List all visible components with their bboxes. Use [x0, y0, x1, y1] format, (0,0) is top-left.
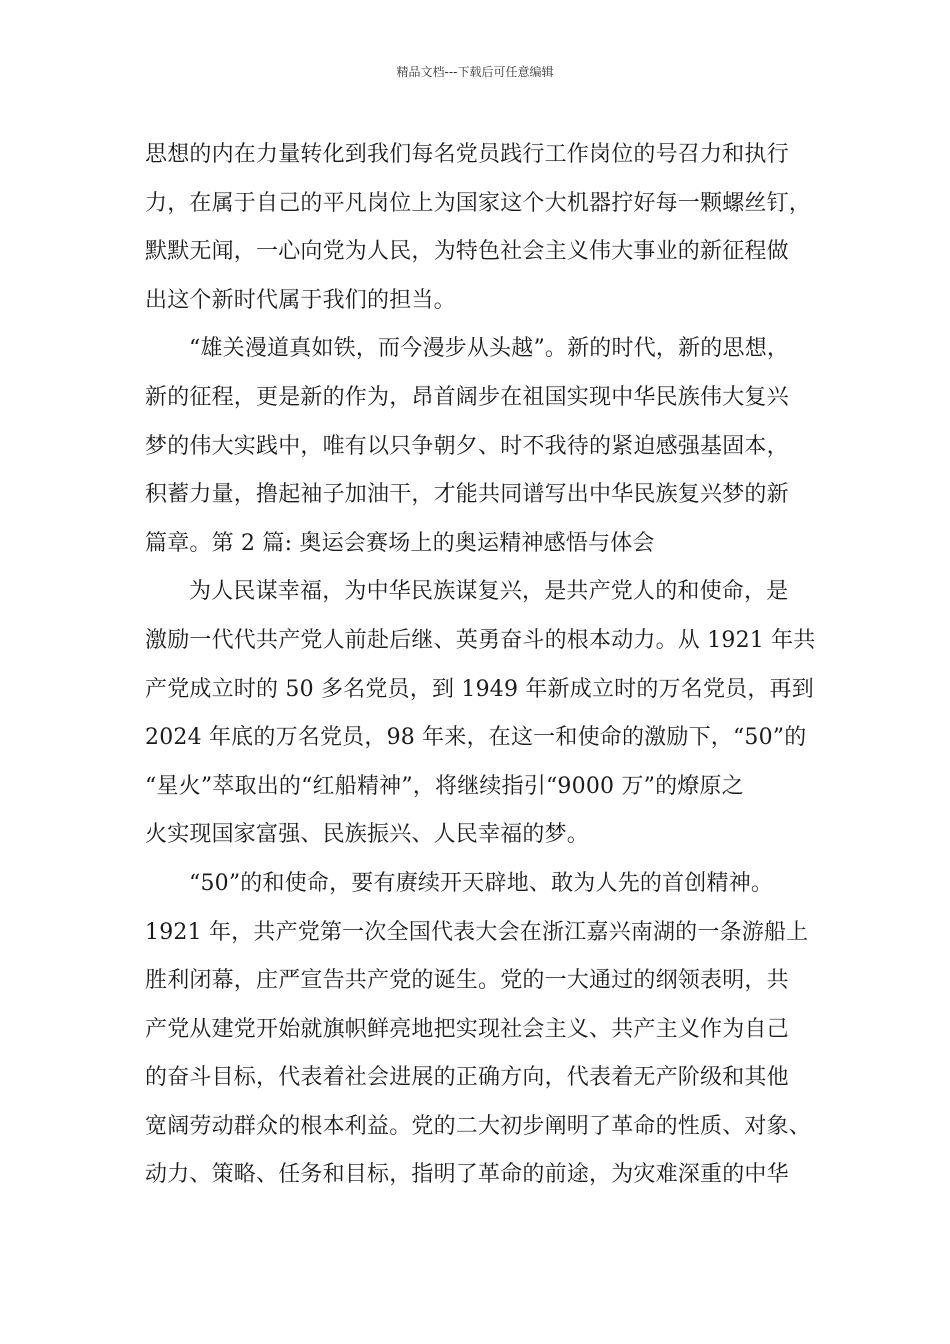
text-line: 的奋斗目标，代表着社会进展的正确方向，代表着无产阶级和其他 [145, 1065, 789, 1091]
text-line: 火实现国家富强、民族振兴、人民幸福的梦。 [145, 822, 590, 848]
text-line: 出这个新时代属于我们的担当。 [145, 287, 456, 313]
document-body [145, 131, 817, 1200]
text-line: 力，在属于自己的平凡岗位上为国家这个大机器拧好每一颗螺丝钉， [145, 190, 812, 216]
text-line: 积蓄力量，撸起袖子加油干，才能共同谱写出中华民族复兴梦的新 [145, 482, 789, 508]
text-line: 胜利闭幕，庄严宣告共产党的诞生。党的一大通过的纲领表明，共 [145, 968, 789, 994]
text-line: 默默无闻，一心向党为人民，为特色社会主义伟大事业的新征程做 [145, 239, 789, 265]
text-line: “雄关漫道真如铁，而今漫步从头越”。新的时代，新的思想， [189, 336, 790, 362]
text-line: 为人民谋幸福，为中华民族谋复兴，是共产党人的和使命，是 [189, 579, 789, 605]
text-line: 动力、策略、任务和目标，指明了革命的前途，为灾难深重的中华 [145, 1162, 789, 1188]
text-line: 新的征程，更是新的作为，昂首阔步在祖国实现中华民族伟大复兴 [145, 384, 789, 410]
text-line: 2024 年底的万名党员，98 年来，在这一和使命的激励下，“50”的 [145, 725, 807, 751]
text-line: “50”的和使命，要有赓续开天辟地、敢为人先的首创精神。 [189, 870, 774, 896]
text-line: 激励一代代共产党人前赴后继、英勇奋斗的根本动力。从 1921 年共 [145, 627, 816, 653]
text-line: 1921 年，共产党第一次全国代表大会在浙江嘉兴南湖的一条游船上 [145, 919, 809, 945]
text-line: 篇章。第 2 篇: 奥运会赛场上的奥运精神感悟与体会 [145, 530, 655, 556]
text-line: 宽阔劳动群众的根本利益。党的二大初步阐明了革命的性质、对象、 [145, 1113, 812, 1139]
text-line: 思想的内在力量转化到我们每名党员践行工作岗位的号召力和执行 [145, 142, 789, 167]
text-line: “星火”萃取出的“红船精神”，将继续指引“9000 万”的燎原之 [145, 773, 744, 799]
text-line: 产党成立时的 50 多名党员，到 1949 年新成立时的万名党员，再到 [145, 676, 814, 702]
text-line: 梦的伟大实践中，唯有以只争朝夕、时不我待的紧迫感强基固本， [145, 433, 789, 459]
page-header: 精品文档---下载后可任意编辑 [396, 65, 554, 79]
text-line: 产党从建党开始就旗帜鲜亮地把实现社会主义、共产主义作为自己 [145, 1016, 789, 1042]
